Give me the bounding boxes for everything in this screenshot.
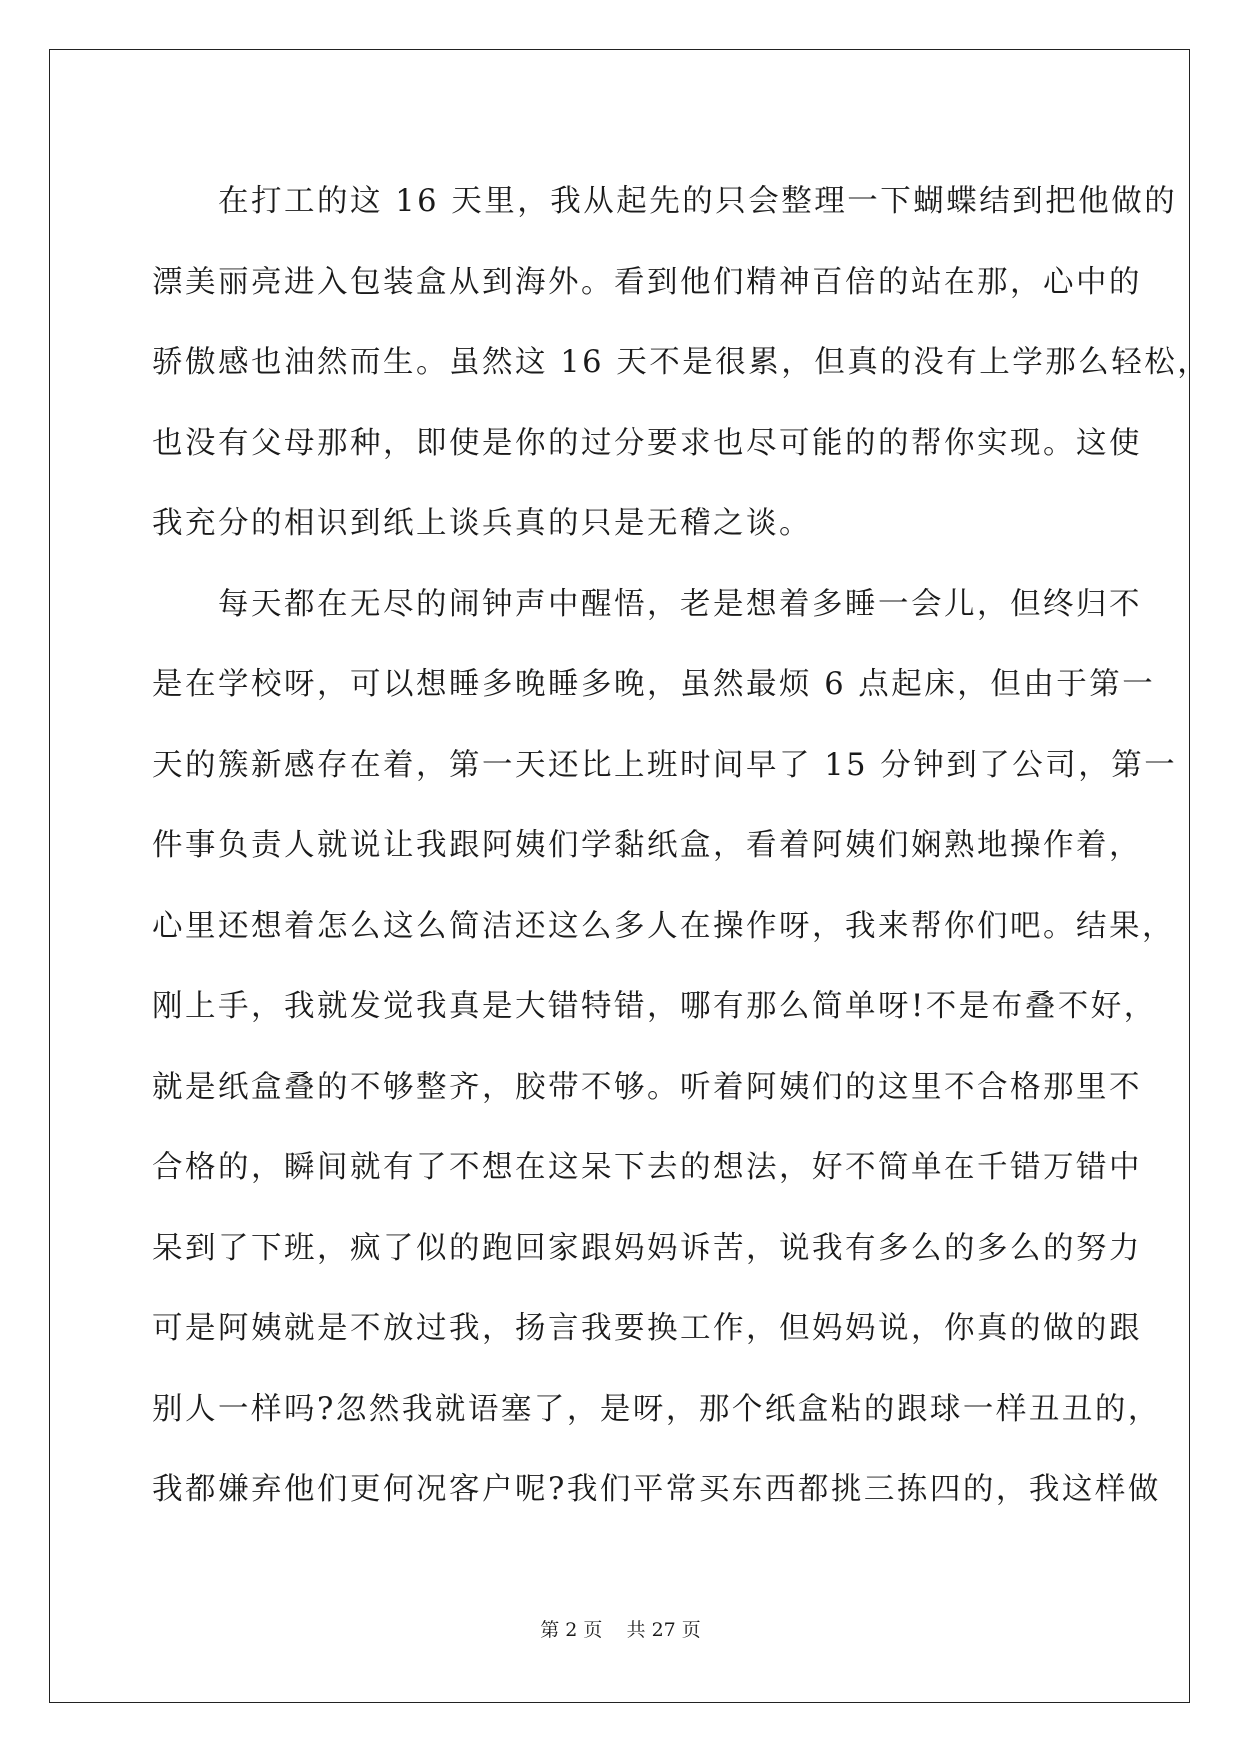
text-line: 在打工的这 16 天里，我从起先的只会整理一下蝴蝶结到把他做的 <box>152 184 1178 219</box>
page-footer <box>0 1618 1241 1642</box>
text-line: 天的簇新感存在着，第一天还比上班时间早了 15 分钟到了公司，第一 <box>152 747 1178 783</box>
text-line: 合格的，瞬间就有了不想在这呆下去的想法，好不简单在千错万错中 <box>152 1150 1142 1185</box>
body-text <box>152 162 1211 1531</box>
footer-spacer <box>602 1619 626 1641</box>
text-line: 我都嫌弃他们更何况客户呢?我们平常买东西都挑三拣四的，我这样做 <box>152 1472 1161 1507</box>
text-line: 呆到了下班，疯了似的跑回家跟妈妈诉苦，说我有多么的多么的努力 <box>152 1230 1142 1266</box>
text-line: 骄傲感也油然而生。虽然这 16 天不是很累，但真的没有上学那么轻松， <box>152 345 1211 380</box>
text-line: 刚上手，我就发觉我真是大错特错，哪有那么简单呀!不是布叠不好， <box>152 989 1157 1024</box>
text-line: 别人一样吗?忽然我就语塞了，是呀，那个纸盒粘的跟球一样丑丑的， <box>152 1391 1161 1427</box>
text-line: 漂美丽亮进入包装盒从到海外。看到他们精神百倍的站在那，心中的 <box>152 264 1142 300</box>
text-line: 可是阿姨就是不放过我，扬言我要换工作，但妈妈说，你真的做的跟 <box>152 1311 1142 1346</box>
text-line: 是在学校呀，可以想睡多晚睡多晚，虽然最烦 6 点起床，但由于第一 <box>152 667 1156 702</box>
text-line: 每天都在无尽的闹钟声中醒悟，老是想着多睡一会儿，但终归不 <box>152 586 1142 622</box>
text-line: 件事负责人就说让我跟阿姨们学黏纸盒，看着阿姨们娴熟地操作着， <box>152 828 1142 863</box>
text-line: 心里还想着怎么这么简洁还这么多人在操作呀，我来帮你们吧。结果， <box>152 908 1175 944</box>
text-line: 也没有父母那种，即使是你的过分要求也尽可能的的帮你实现。这使 <box>152 425 1142 461</box>
paragraph-2 <box>152 565 1178 1531</box>
page-total: 共 27 页 <box>626 1619 701 1641</box>
text-line: 我充分的相识到纸上谈兵真的只是无稽之谈。 <box>152 506 812 541</box>
paragraph-1 <box>152 162 1211 565</box>
text-line: 就是纸盒叠的不够整齐，胶带不够。听着阿姨们的这里不合格那里不 <box>152 1069 1142 1105</box>
page-number: 第 2 页 <box>540 1619 603 1641</box>
